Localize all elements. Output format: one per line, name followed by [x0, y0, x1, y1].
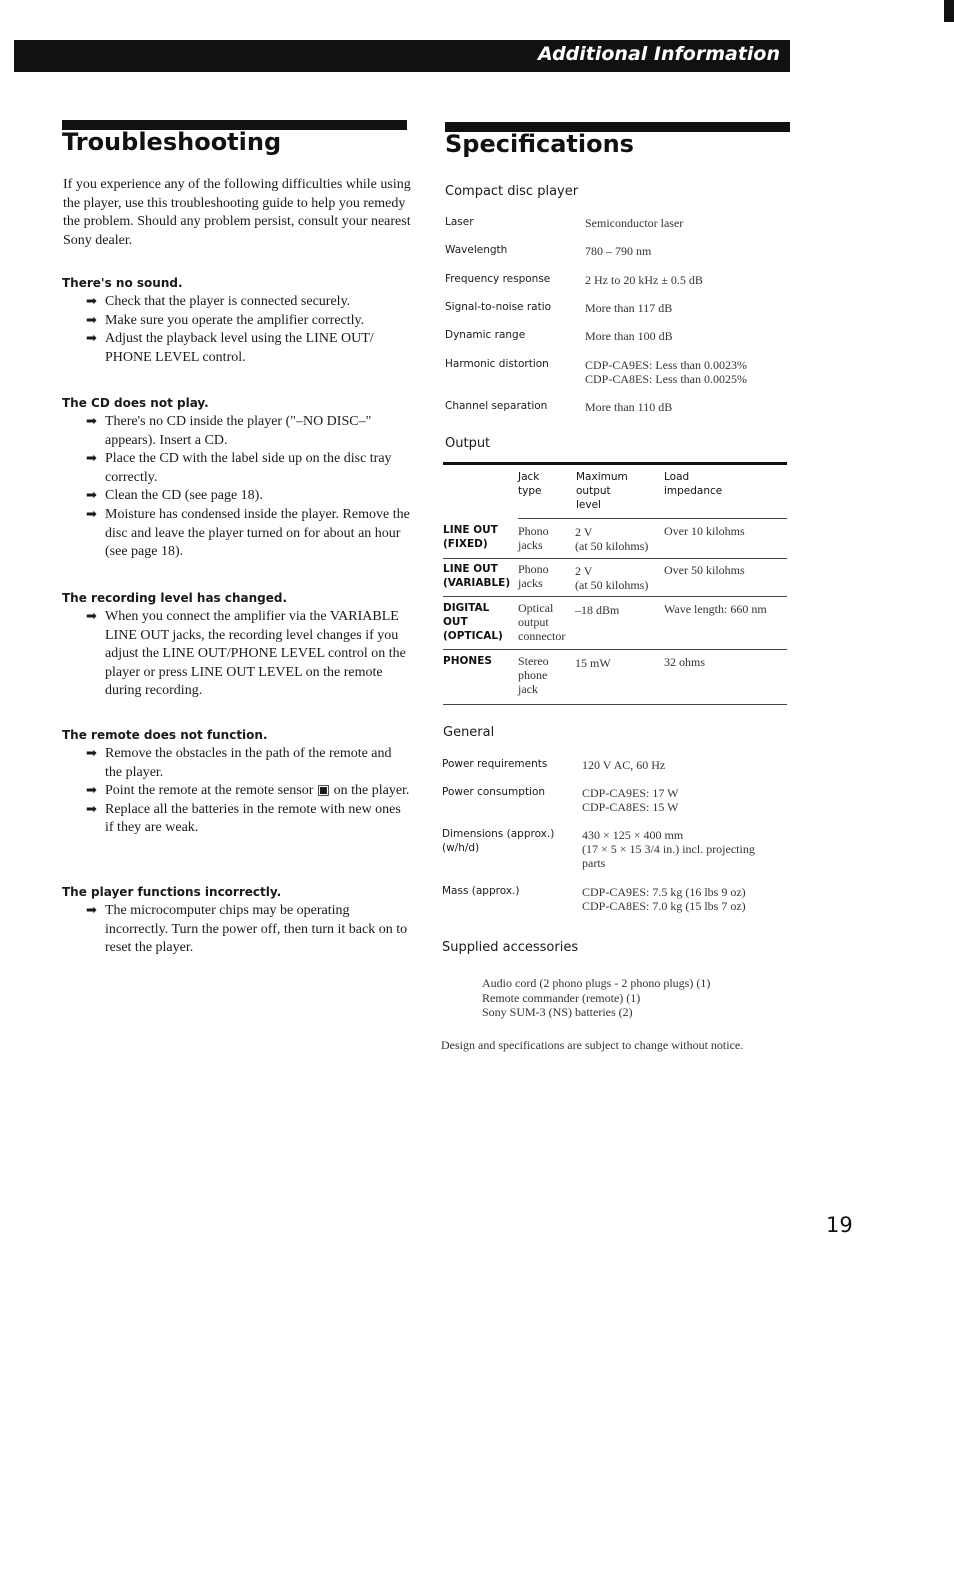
arrow-right-icon: ➡ [86, 506, 97, 522]
spec-label: Harmonic distortion [445, 358, 549, 370]
arrow-right-icon: ➡ [86, 488, 97, 504]
output-heading: Output [445, 436, 491, 451]
spec-value: More than 100 dB [585, 329, 673, 343]
output-row-label-line-out-variable: LINE OUT (VARIABLE) [443, 563, 511, 589]
general-label: Power consumption [442, 786, 546, 798]
ts-item-text: When you connect the amplifier via the VARIABLE LINE OUT jacks, the recording level changes if you adjust the LINE OUT/PHONE LEVEL control on the player or press LINE OUT LEVEL on the remote during recording. [105, 609, 406, 699]
arrow-right-icon: ➡ [86, 903, 97, 918]
spec-value: 2 Hz to 20 kHz ± 0.5 dB [585, 273, 703, 287]
ts-heading: The recording level has changed. [62, 591, 288, 605]
ts-item-text: Point the remote at the remote sensor ▣ on the player. [105, 783, 410, 799]
supplied-accessories-heading: Supplied accessories [442, 940, 579, 955]
ts-heading: There's no sound. [62, 276, 183, 290]
accessories-list [482, 976, 710, 1020]
general-label: Power requirements [442, 758, 548, 770]
accessory-item: Audio cord (2 phono plugs - 2 phono plugs) (1) [482, 976, 711, 990]
troubleshooting-title: Troubleshooting [62, 128, 282, 156]
ts-item [62, 902, 412, 958]
arrow-right-icon: ➡ [86, 331, 97, 347]
arrow-right-icon: ➡ [86, 783, 97, 799]
output-cell-jack: Phono jacks [518, 562, 549, 590]
ts-item [62, 413, 412, 450]
general-heading: General [443, 725, 495, 740]
spec-value: Semiconductor laser [585, 216, 684, 230]
general-label: Mass (approx.) [442, 885, 520, 897]
output-cell-max: 2 V (at 50 kilohms) [575, 564, 649, 592]
ts-heading: The player functions incorrectly. [62, 885, 282, 899]
ts-item [62, 487, 412, 506]
output-cell-jack: Phono jacks [518, 524, 549, 552]
spec-value-line: CDP-CA8ES: Less than 0.0025% [585, 372, 747, 386]
ts-heading: The CD does not play. [62, 396, 209, 410]
output-row-label-line-out-fixed: LINE OUT (FIXED) [443, 524, 498, 550]
ts-section-remote [62, 728, 412, 838]
spec-value-line: CDP-CA9ES: Less than 0.0023% [585, 358, 747, 372]
section-header-bar [14, 40, 790, 72]
page-edge-mark [944, 0, 954, 22]
table-row-rule [443, 649, 787, 650]
ts-section-cd-not-play [62, 396, 412, 562]
output-cell-max: –18 dBm [575, 603, 620, 617]
arrow-right-icon: ➡ [86, 451, 97, 467]
general-label: Dimensions (approx.) (w/h/d) [442, 828, 555, 854]
ts-section-no-sound [62, 276, 412, 367]
compact-disc-player-heading: Compact disc player [445, 184, 579, 199]
ts-item-text: Replace all the batteries in the remote with new ones if they are weak. [105, 801, 401, 836]
ts-item [62, 312, 412, 331]
page-number: 19 [826, 1213, 853, 1237]
output-row-label-phones: PHONES [443, 655, 492, 667]
output-cell-max: 2 V (at 50 kilohms) [575, 525, 649, 553]
table-row-rule [443, 596, 787, 597]
ts-item-text: Check that the player is connected securely. [105, 294, 351, 309]
spec-label: Channel separation [445, 400, 548, 412]
ts-item-text: Place the CD with the label side up on the disc tray correctly. [105, 451, 392, 485]
accessory-item: Remote commander (remote) (1) [482, 990, 641, 1005]
output-cell-load: Over 10 kilohms [664, 524, 745, 538]
output-cell-max: 15 mW [575, 656, 611, 670]
general-value: 120 V AC, 60 Hz [582, 758, 666, 772]
section-header-title: Additional Information [537, 43, 780, 65]
ts-item-text: Remove the obstacles in the path of the remote and the player. [105, 746, 392, 780]
arrow-right-icon: ➡ [86, 312, 97, 328]
ts-item-text: Adjust the playback level using the LINE OUT/ PHONE LEVEL control. [105, 331, 374, 365]
ts-item [62, 450, 412, 487]
ts-item [62, 608, 412, 701]
output-cell-load: 32 ohms [664, 655, 706, 669]
spec-label: Dynamic range [445, 329, 526, 341]
column-header-load-impedance: Load impedance [664, 471, 723, 497]
general-value: CDP-CA9ES: 7.5 kg (16 lbs 9 oz) CDP-CA8ES: 7.0 kg (15 lbs 7 oz) [582, 885, 746, 913]
table-bottom-rule [443, 704, 787, 705]
arrow-right-icon: ➡ [86, 746, 97, 761]
table-row-rule [443, 558, 787, 559]
ts-item-text: Moisture has condensed inside the player. Remove the disc and leave the player turned on for about an hour (see page 18). [105, 506, 410, 560]
ts-item [62, 293, 412, 312]
ts-item [62, 782, 412, 801]
arrow-right-icon: ➡ [86, 294, 97, 309]
table-top-rule [443, 462, 787, 465]
spec-label: Signal-to-noise ratio [445, 301, 552, 313]
ts-item [62, 745, 412, 782]
spec-value: More than 117 dB [585, 301, 673, 315]
spec-label: Frequency response [445, 273, 551, 285]
general-value: 430 × 125 × 400 mm (17 × 5 × 15 3/4 in.) incl. projecting parts [582, 828, 755, 870]
specifications-title: Specifications [445, 130, 634, 158]
general-value: CDP-CA9ES: 17 W CDP-CA8ES: 15 W [582, 786, 679, 814]
ts-item-text: The microcomputer chips may be operating incorrectly. Turn the power off, then turn it back on to reset the player. [105, 903, 408, 956]
output-cell-jack: Optical output connector [518, 601, 566, 643]
ts-item-text: Make sure you operate the amplifier correctly. [105, 312, 365, 328]
accessory-item: Sony SUM-3 (NS) batteries (2) [482, 1005, 633, 1019]
arrow-right-icon: ➡ [86, 414, 97, 429]
ts-heading: The remote does not function. [62, 728, 268, 742]
output-row-label-digital-out: DIGITAL OUT (OPTICAL) [443, 602, 503, 642]
spec-value: 780 – 790 nm [585, 244, 652, 258]
column-header-jack-type: Jack type [518, 471, 542, 497]
output-cell-jack: Stereo phone jack [518, 654, 549, 696]
ts-item-text: Clean the CD (see page 18). [105, 488, 263, 504]
ts-item [62, 801, 412, 838]
ts-section-functions-incorrectly [62, 885, 412, 958]
spec-label: Laser [445, 216, 474, 228]
ts-item [62, 330, 412, 367]
table-row-rule [518, 518, 787, 519]
arrow-right-icon: ➡ [86, 801, 97, 817]
ts-item-text: There's no CD inside the player ("–NO DISC–" appears). Insert a CD. [105, 414, 372, 448]
output-cell-load: Over 50 kilohms [664, 563, 745, 577]
arrow-right-icon: ➡ [86, 609, 97, 624]
specifications-note: Design and specifications are subject to change without notice. [441, 1038, 744, 1052]
spec-value [585, 358, 785, 386]
ts-section-recording-level [62, 591, 412, 701]
output-cell-load: Wave length: 660 nm [664, 602, 767, 616]
spec-label: Wavelength [445, 244, 508, 256]
column-header-max-output: Maximum output level [576, 471, 628, 511]
spec-value: More than 110 dB [585, 400, 673, 414]
troubleshooting-intro: If you experience any of the following difficulties while using the player, use this troubleshooting guide to help you remedy the problem. Should any problem persist, consult your nearest Sony dealer. [63, 177, 411, 248]
ts-item [62, 506, 412, 562]
